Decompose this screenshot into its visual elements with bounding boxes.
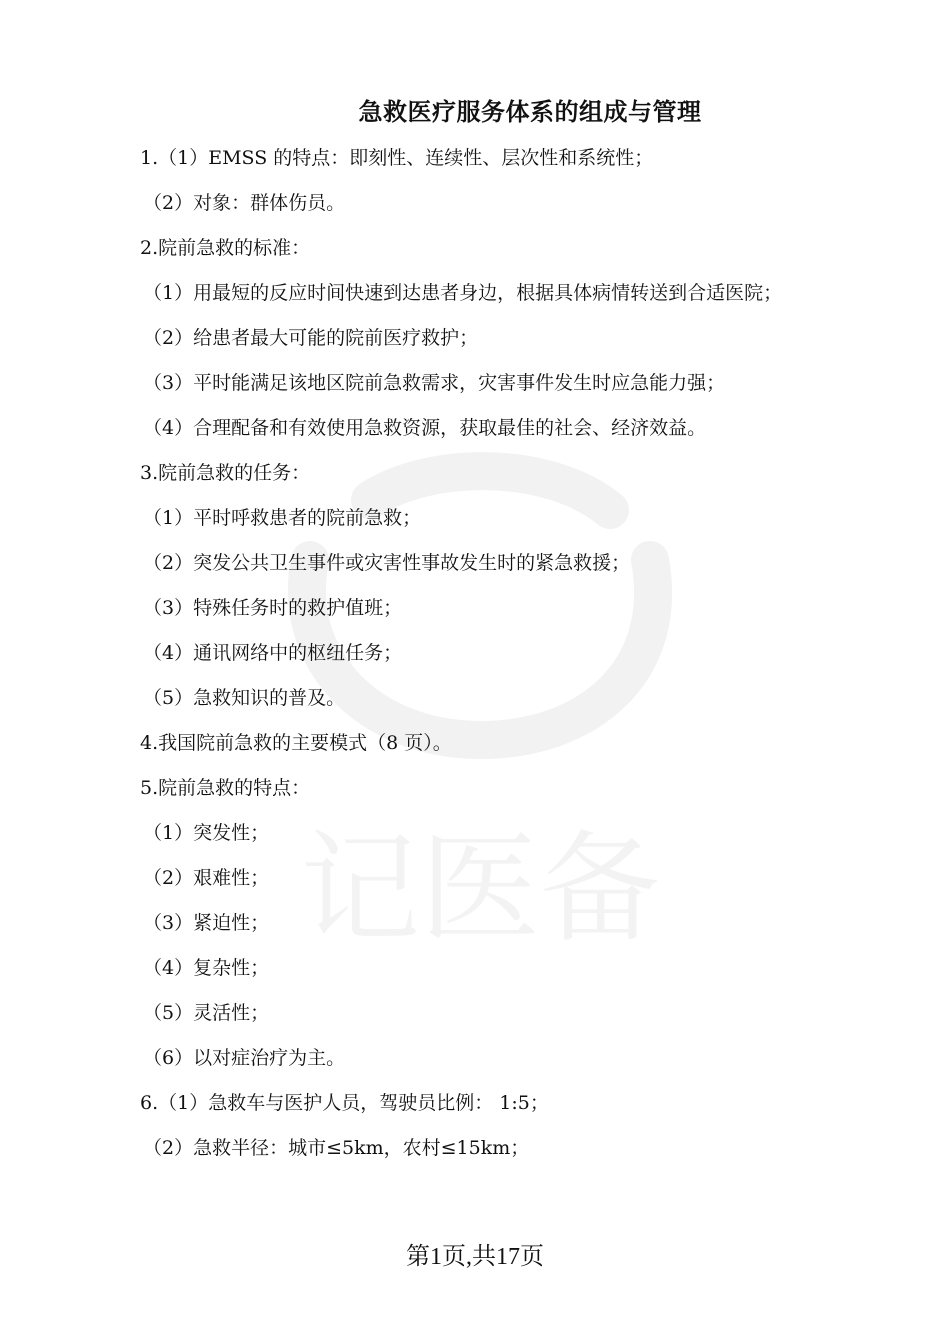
heading-2: 2.院前急救的标准： [140,237,311,259]
watermark-text: 记医备 [300,820,660,959]
paragraph-2-3: （3）平时能满足该地区院前急救需求，灾害事件发生时应急能力强； [143,372,726,394]
paragraph-6-1: 6.（1）急救车与医护人员，驾驶员比例： 1:5； [140,1092,549,1114]
paragraph-3-5: （5）急救知识的普及。 [143,687,346,709]
paragraph-5-1: （1）突发性； [143,822,270,844]
paragraph-2-4: （4）合理配备和有效使用急救资源，获取最佳的社会、经济效益。 [143,417,707,439]
paragraph-5-3: （3）紧迫性； [143,912,270,934]
paragraph-3-3: （3）特殊任务时的救护值班； [143,597,403,619]
paragraph-2-1: （1）用最短的反应时间快速到达患者身边，根据具体病情转送到合适医院； [143,282,783,304]
heading-5: 5.院前急救的特点： [140,777,311,799]
paragraph-5-2: （2）艰难性； [143,867,270,889]
paragraph-3-2: （2）突发公共卫生事件或灾害性事故发生时的紧急救援； [143,552,631,574]
paragraph-1-2: （2）对象：群体伤员。 [143,192,346,214]
document-body [140,144,820,1179]
paragraph-1-1: 1.（1）EMSS 的特点：即刻性、连续性、层次性和系统性； [140,147,654,169]
paragraph-5-6: （6）以对症治疗为主。 [143,1047,346,1069]
paragraph-5-5: （5）灵活性； [143,1002,270,1024]
paragraph-3-1: （1）平时呼救患者的院前急救； [143,507,422,529]
heading-3: 3.院前急救的任务： [140,462,311,484]
page-number: 第1页,共17页 [406,1244,544,1270]
document-title: 急救医疗服务体系的组成与管理 [358,97,702,126]
paragraph-6-2: （2）急救半径：城市≤5km，农村≤15km； [143,1137,530,1159]
paragraph-2-2: （2）给患者最大可能的院前医疗救护； [143,327,479,349]
heading-4: 4.我国院前急救的主要模式（8 页）。 [140,732,452,754]
paragraph-3-4: （4）通讯网络中的枢纽任务； [143,642,403,664]
paragraph-5-4: （4）复杂性； [143,957,270,979]
